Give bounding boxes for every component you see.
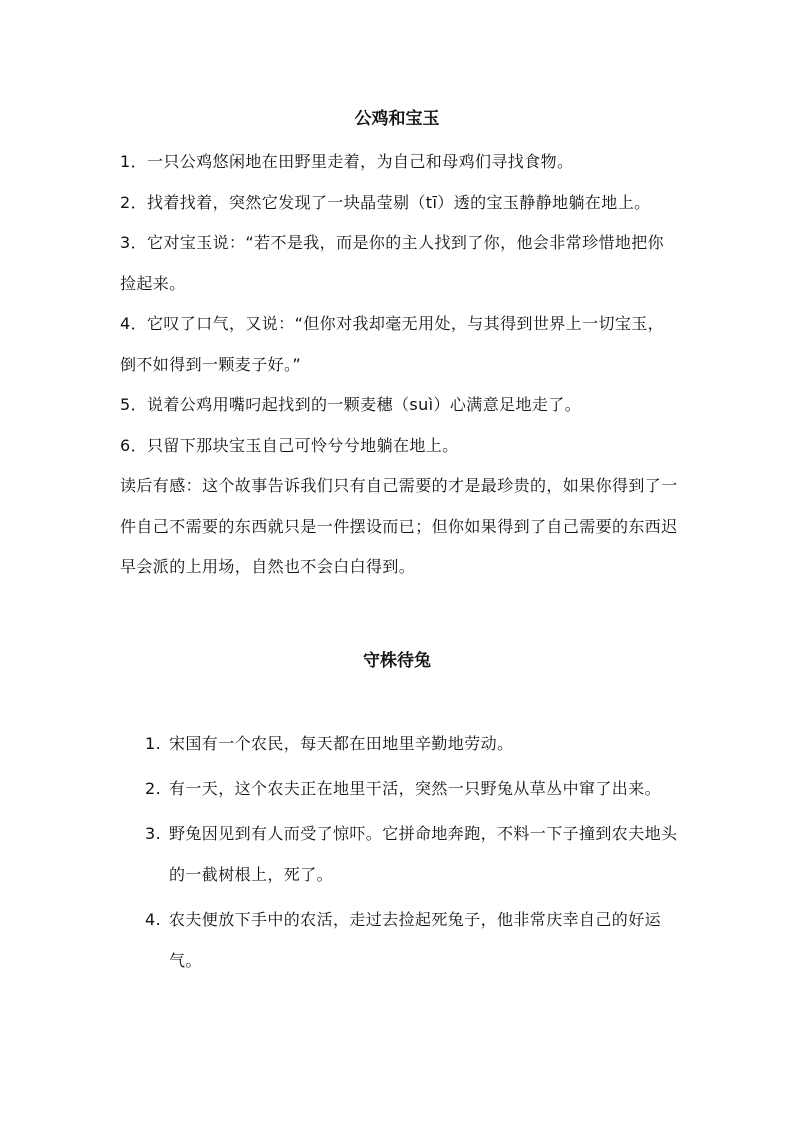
list-text: 野兔因见到有人而受了惊吓。它拼命地奔跑，不料一下子撞到农夫地头的一截树根上，死了。 <box>169 824 678 884</box>
list-text: 宋国有一个农民，每天都在田地里辛勤地劳动。 <box>169 734 514 753</box>
paragraph-4: 4．它叹了口气，又说：“但你对我却毫无用处，与其得到世界上一切宝玉，倒不如得到一颗麦子好。” <box>120 314 665 374</box>
story-title-gongji: 公鸡和宝玉 <box>354 109 440 129</box>
story-body-shouzhu <box>145 723 685 985</box>
list-number: 2. <box>145 779 162 798</box>
paragraph-3: 3．它对宝玉说：“若不是我，而是你的主人找到了你，他会非常珍惜地把你捡起来。 <box>120 233 665 293</box>
paragraph-1: 1．一只公鸡悠闲地在田野里走着，为自己和母鸡们寻找食物。 <box>120 152 574 171</box>
list-item <box>145 768 685 809</box>
list-item <box>145 899 685 981</box>
list-item <box>145 813 685 895</box>
list-text: 农夫便放下手中的农活，走过去捡起死兔子，他非常庆幸自己的好运气。 <box>169 910 662 970</box>
paragraph-2: 2．找着找着，突然它发现了一块晶莹剔（tī）透的宝玉静静地躺在地上。 <box>120 192 651 212</box>
paragraph-5: 5．说着公鸡用嘴叼起找到的一颗麦穗（suì）心满意足地走了。 <box>120 395 582 414</box>
story-title-shouzhu: 守株待兔 <box>363 651 431 671</box>
list-number: 3. <box>145 824 162 843</box>
list-number: 4. <box>145 910 162 929</box>
reflection-paragraph: 读后有感：这个故事告诉我们只有自己需要的才是最珍贵的，如果你得到了一件自己不需要的东西就只是一件摆设而已；但你如果得到了自己需要的东西迟早会派的上用场，自然也不会白白得到。 <box>120 476 678 576</box>
list-number: 1. <box>145 734 162 753</box>
list-item <box>145 723 685 764</box>
paragraph-6: 6．只留下那块宝玉自己可怜兮兮地躺在地上。 <box>120 435 459 455</box>
list-text: 有一天，这个农夫正在地里干活，突然一只野兔从草丛中窜了出来。 <box>169 779 662 798</box>
story-body-gongji <box>120 142 680 588</box>
